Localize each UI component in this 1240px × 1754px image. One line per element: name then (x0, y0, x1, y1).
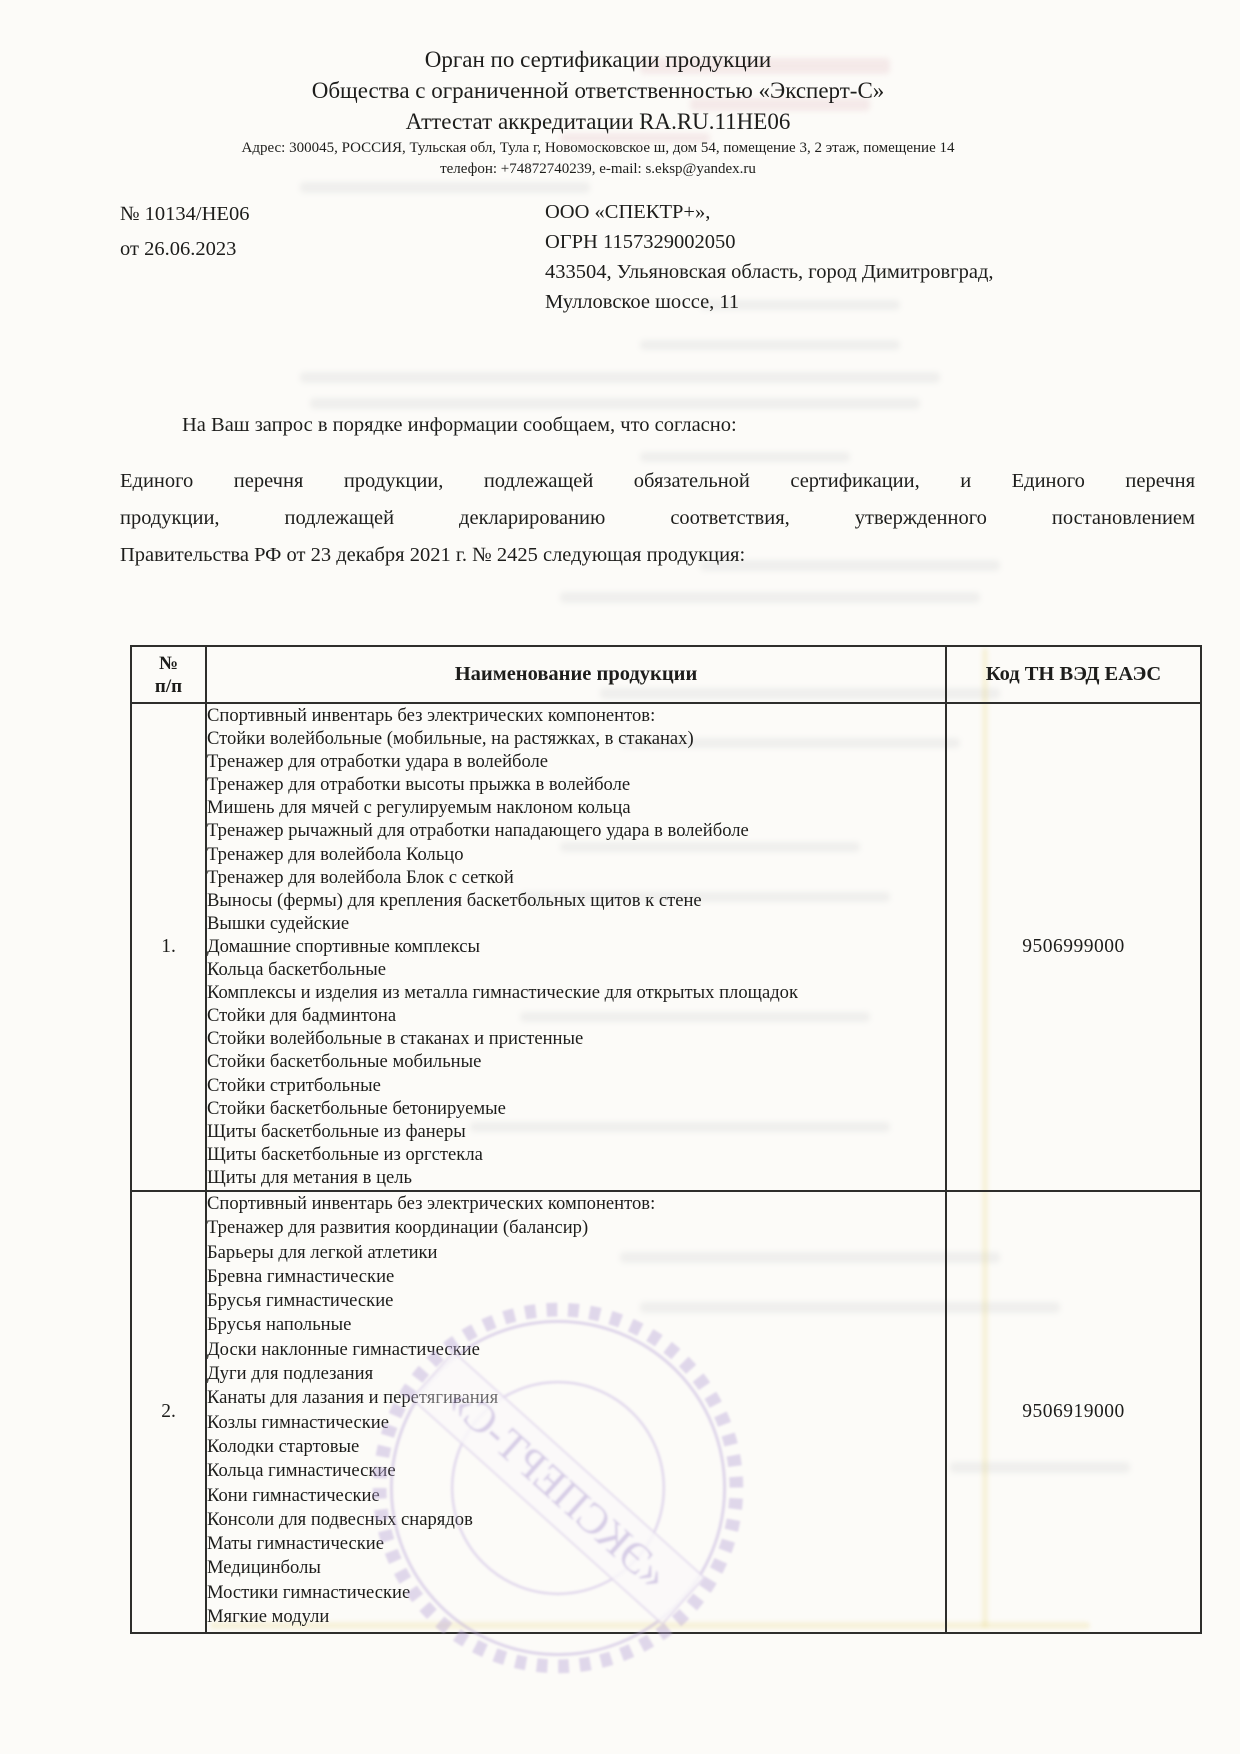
product-item: Дуги для подлезания (207, 1363, 374, 1385)
product-item: Стойки для бадминтона (207, 1005, 397, 1027)
product-item: Барьеры для легкой атлетики (207, 1241, 438, 1263)
table-header-row (131, 646, 1201, 703)
product-item: Маты гимнастические (207, 1533, 385, 1555)
scan-artifact (640, 452, 850, 462)
product-item: Щиты баскетбольные из фанеры (207, 1120, 466, 1142)
product-item: Щиты для метания в цель (207, 1166, 413, 1188)
product-item: Вышки судейские (207, 912, 350, 934)
product-item: Щиты баскетбольные из оргстекла (207, 1143, 483, 1165)
product-item: Мостики гимнастические (207, 1581, 411, 1603)
letterhead (0, 44, 1196, 179)
cert-body-title: Орган по сертификации продукции (424, 47, 772, 72)
ref-date: от 26.06.2023 (120, 238, 237, 260)
product-item: Козлы гимнастические (207, 1411, 389, 1433)
product-item: Тренажер для волейбола Блок с сеткой (207, 866, 514, 888)
product-item: Брусья гимнастические (207, 1290, 394, 1312)
product-item: Кольца гимнастические (207, 1460, 396, 1482)
product-item: Мягкие модули (207, 1606, 330, 1628)
product-item: Тренажер для волейбола Кольцо (207, 843, 464, 865)
body-paragraph (120, 463, 1195, 574)
product-item: Выносы (фермы) для крепления баскетбольных щитов к стене (207, 889, 702, 911)
product-item: Стойки стритбольные (207, 1074, 381, 1096)
addressee-address: 433504, Ульяновская область, город Димитровград, (545, 261, 994, 283)
products-table (130, 645, 1202, 1634)
company-name: Общества с ограниченной ответственностью «Эксперт-С» (311, 78, 885, 103)
addressee-street: Мулловское шоссе, 11 (545, 291, 740, 313)
stamp-text: «ЭКСПЕРТ-С» (438, 1377, 678, 1600)
col-header-code: Код ТН ВЭД ЕАЭС (946, 646, 1201, 703)
tnved-code: 9506999000 (946, 703, 1201, 1191)
product-item: Стойки волейбольные (мобильные, на растяжках, в стаканах) (207, 728, 694, 750)
addressee-ogrn: ОГРН 1157329002050 (545, 231, 736, 253)
product-item: Тренажер для развития координации (балансир) (207, 1217, 589, 1239)
product-item: Бревна гимнастические (207, 1265, 395, 1287)
scan-artifact (300, 372, 940, 383)
paragraph-line: Правительства РФ от 23 декабря 2021 г. № 2425 следующая продукция: (120, 544, 746, 566)
ref-number: № 10134/НЕ06 (120, 203, 250, 225)
product-items (206, 703, 946, 1191)
col-header-num-line: п/п (154, 675, 183, 697)
tnved-code: 9506919000 (946, 1191, 1201, 1633)
product-item: Стойки волейбольные в стаканах и пристенные (207, 1028, 584, 1050)
product-item: Доски наклонные гимнастические (207, 1338, 480, 1360)
col-header-num (131, 646, 206, 703)
scan-artifact (640, 340, 900, 350)
row-number: 1. (131, 703, 206, 1191)
scan-artifact (560, 592, 980, 603)
product-item: Кони гимнастические (207, 1484, 380, 1506)
product-item: Комплексы и изделия из металла гимнастические для открытых площадок (207, 982, 798, 1004)
product-item: Брусья напольные (207, 1314, 352, 1336)
col-header-name: Наименование продукции (206, 646, 946, 703)
product-item: Спортивный инвентарь без электрических компонентов: (207, 1193, 656, 1214)
addressee-block (545, 197, 994, 317)
product-item: Канаты для лазания и перетягивания (207, 1387, 499, 1409)
product-item: Стойки баскетбольные мобильные (207, 1051, 482, 1073)
product-item: Консоли для подвесных снарядов (207, 1508, 473, 1530)
org-address: Адрес: 300045, РОССИЯ, Тульская обл, Тула г, Новомосковское ш, дом 54, помещение 3, 2 этаж, помещение 14 (241, 140, 955, 156)
product-item: Стойки баскетбольные бетонируемые (207, 1097, 506, 1119)
org-contacts: телефон: +74872740239, e-mail: s.eksp@yandex.ru (440, 161, 756, 177)
product-item: Колодки стартовые (207, 1435, 360, 1457)
intro-sentence: На Ваш запрос в порядке информации сообщаем, что согласно: (182, 414, 737, 436)
product-items (206, 1191, 946, 1633)
col-header-num-line: № (158, 652, 179, 674)
addressee-name: ООО «СПЕКТР+», (545, 201, 711, 223)
row-number: 2. (131, 1191, 206, 1633)
scan-artifact (310, 398, 920, 409)
product-item: Медицинболы (207, 1557, 321, 1579)
product-item: Тренажер для отработки высоты прыжка в волейболе (207, 774, 631, 796)
scan-artifact (300, 182, 590, 193)
product-item: Тренажер для отработки удара в волейболе (207, 751, 549, 773)
product-item: Домашние спортивные комплексы (207, 935, 480, 957)
product-item: Мишень для мячей с регулируемым наклоном кольца (207, 797, 631, 819)
table-row (131, 703, 1201, 1191)
accreditation-line: Аттестат аккредитации RA.RU.11НЕ06 (405, 109, 791, 134)
product-item: Спортивный инвентарь без электрических компонентов: (207, 705, 656, 726)
paragraph-line: продукции, подлежащей декларированию соответствия, утвержденного постановлением (120, 507, 1195, 529)
product-item: Тренажер рычажный для отработки нападающего удара в волейболе (207, 820, 749, 842)
product-item: Кольца баскетбольные (207, 959, 387, 981)
table-row (131, 1191, 1201, 1633)
outgoing-ref (120, 197, 249, 267)
paragraph-line: Единого перечня продукции, подлежащей обязательной сертификации, и Единого перечня (120, 470, 1195, 492)
